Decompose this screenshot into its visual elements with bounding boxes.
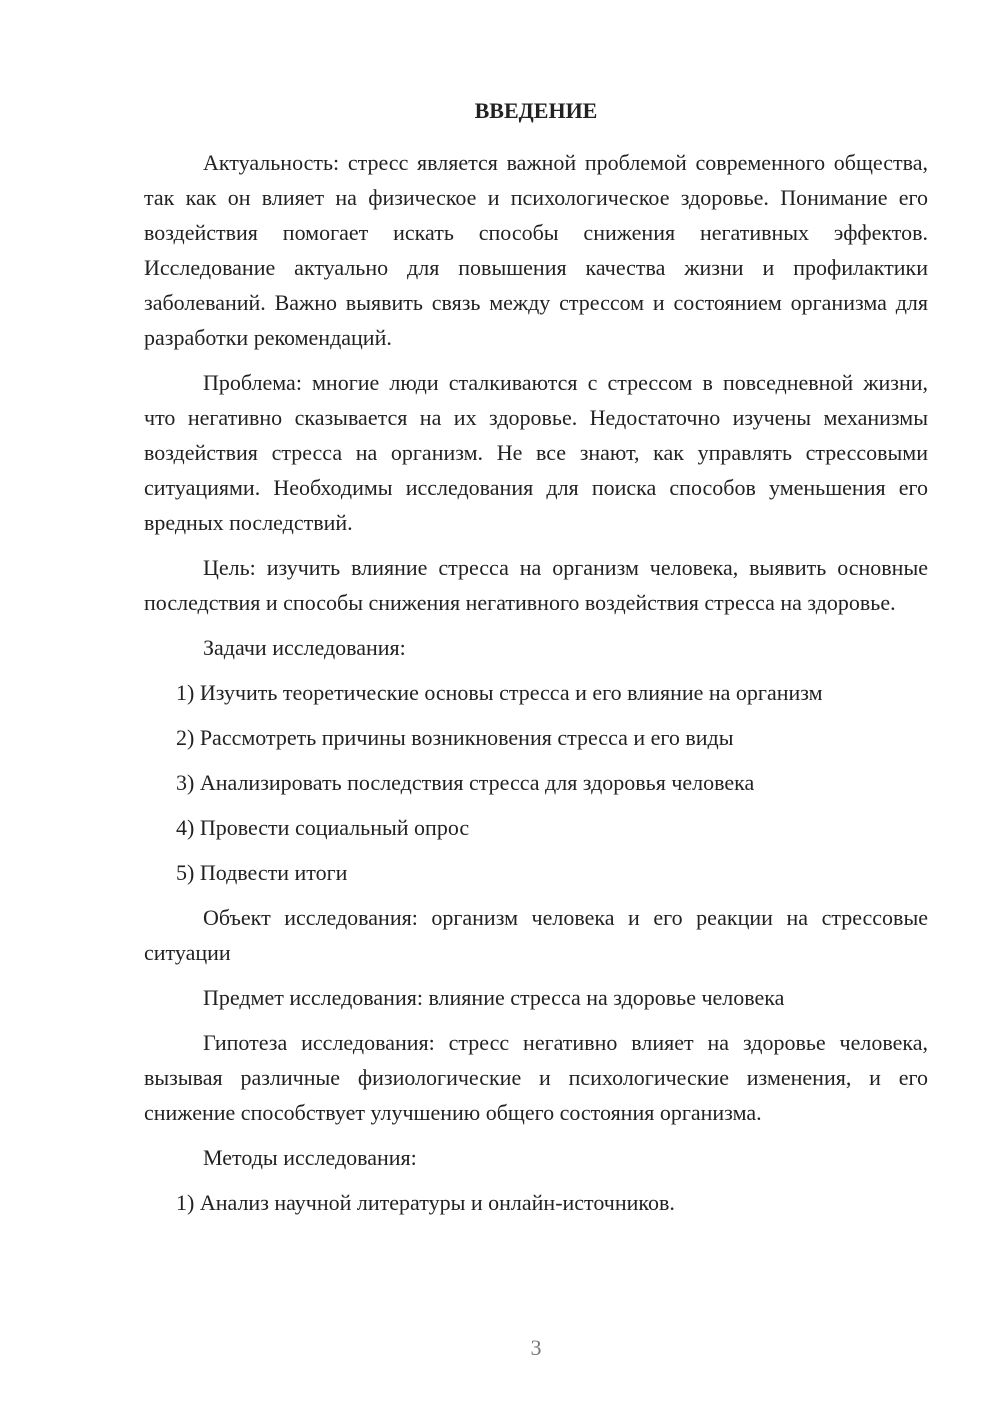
task-item: 3) Анализировать последствия стресса для здоровья человека	[176, 770, 755, 795]
page-content	[144, 96, 928, 1230]
object-paragraph: Объект исследования: организм человека и его реакции на стрессовые ситуации	[144, 905, 928, 965]
problem-paragraph: Проблема: многие люди сталкиваются с стрессом в повседневной жизни, что негативно сказывается на их здоровье. Недостаточно изучены механизмы воздействия стресса на организм. Не все знают, как управлять стрессовыми ситуациями. Необходимы исследования для поиска способов уменьшения его вредных последствий.	[144, 370, 928, 535]
relevance-paragraph: Актуальность: стресс является важной проблемой современного общества, так как он влияет на физическое и психологическое здоровье. Понимание его воздействия помогает искать способы снижения негативных эффектов. Исследование актуально для повышения качества жизни и профилактики заболеваний. Важно выявить связь между стрессом и состоянием организма для разработки рекомендаций.	[144, 150, 928, 350]
tasks-heading: Задачи исследования:	[203, 635, 406, 660]
task-item: 1) Изучить теоретические основы стресса и его влияние на организм	[176, 680, 823, 705]
task-item: 5) Подвести итоги	[176, 860, 348, 885]
page-title: ВВЕДЕНИЕ	[474, 98, 598, 123]
method-item: 1) Анализ научной литературы и онлайн-источников.	[176, 1190, 675, 1215]
subject-paragraph: Предмет исследования: влияние стресса на здоровье человека	[203, 985, 785, 1010]
hypothesis-paragraph: Гипотеза исследования: стресс негативно влияет на здоровье человека, вызывая различные физиологические и психологические изменения, и его снижение способствует улучшению общего состояния организма.	[144, 1030, 928, 1125]
task-item: 2) Рассмотреть причины возникновения стресса и его виды	[176, 725, 734, 750]
page-number: 3	[530, 1335, 542, 1360]
goal-paragraph: Цель: изучить влияние стресса на организм человека, выявить основные последствия и способы снижения негативного воздействия стресса на здоровье.	[144, 555, 928, 615]
methods-heading: Методы исследования:	[203, 1145, 417, 1170]
task-item: 4) Провести социальный опрос	[176, 815, 470, 840]
